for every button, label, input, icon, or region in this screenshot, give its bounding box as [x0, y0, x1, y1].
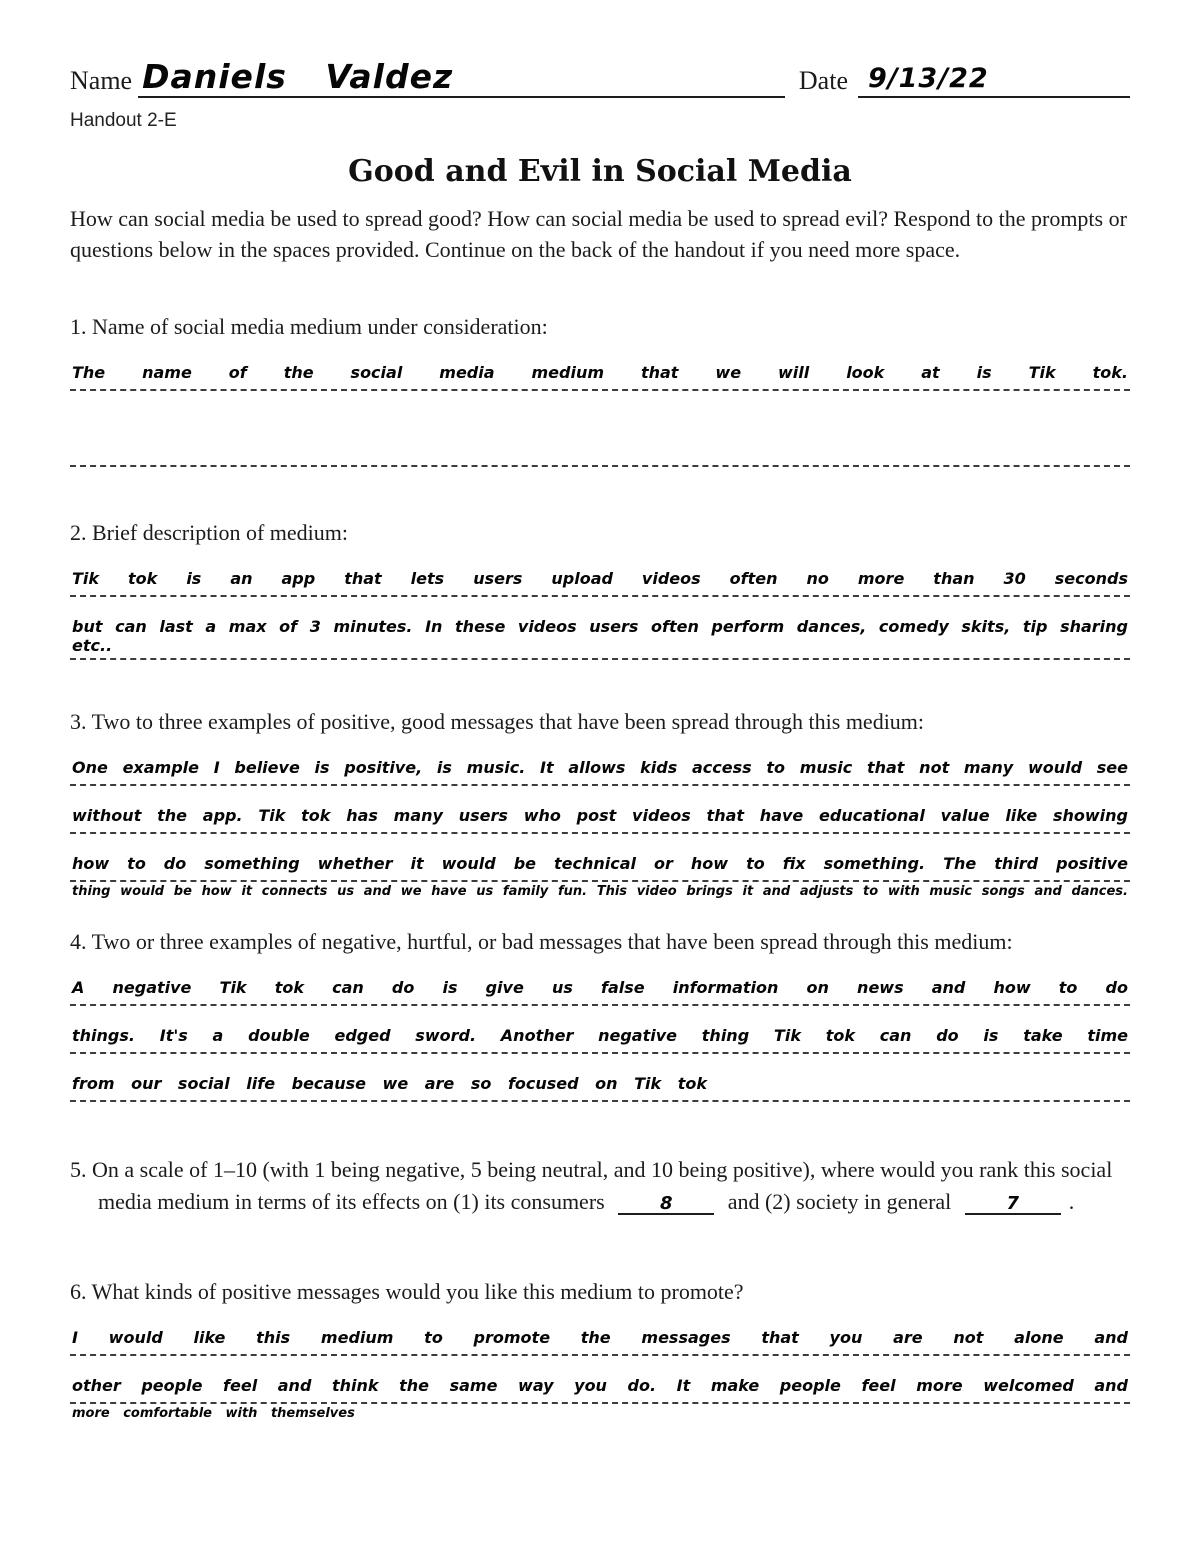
society-rating-blank [965, 1191, 1061, 1215]
answer-line [70, 970, 1130, 1006]
question-2-prompt: 2. Brief description of medium: [70, 520, 348, 546]
handwritten-answer: The name of the social media medium that we will look at is Tik tok. [72, 363, 1128, 383]
date-label: Date [798, 66, 848, 95]
name-handwriting: Daniels Valdez [142, 57, 454, 96]
question-5 [70, 1154, 1130, 1218]
handwritten-answer: more comfortable with themselves [72, 1406, 355, 1422]
question-4-prompt: 4. Two or three examples of negative, hurtful, or bad messages that have been spread through this medium: [70, 929, 1013, 955]
question-6 [70, 1276, 1130, 1423]
intro-paragraph: How can social media be used to spread good? How can social media be used to spread evil? Respond to the prompts or questions below in the spaces provided. Continue on the back of the handout if you need more space. [70, 206, 1127, 263]
handwritten-answer: but can last a max of 3 minutes. In these videos users often perform dances, comedy skits, tip sharing etc.. [72, 617, 1128, 656]
question-3 [70, 706, 1130, 901]
answer-line-squeezed [70, 884, 1130, 901]
answer-line [70, 609, 1130, 659]
handwritten-answer: how to do something whether it would be technical or how to fix something. The third positive [72, 853, 1128, 873]
name-field [138, 56, 785, 98]
date-handwriting: 9/13/22 [868, 63, 989, 94]
answer-line [70, 798, 1130, 834]
handwritten-answer: from our social life because we are so focused on Tik tok [72, 1074, 708, 1094]
consumers-rating-blank [618, 1191, 714, 1215]
question-5-text-part2: and (2) society in general [727, 1189, 952, 1215]
name-date-row [70, 56, 1130, 98]
handwritten-answer: Tik tok is an app that lets users upload videos often no more than 30 seconds [72, 569, 1128, 589]
question-1-prompt: 1. Name of social media medium under consideration: [70, 314, 548, 340]
question-3-prompt: 3. Two to three examples of positive, good messages that have been spread through this medium: [70, 708, 925, 734]
answer-line-squeezed [70, 1406, 1130, 1423]
handwritten-answer: I would like this medium to promote the messages that you are not alone and [72, 1328, 1128, 1348]
question-5-text-end: . [1068, 1189, 1075, 1215]
question-5-prompt [70, 1154, 1130, 1218]
answer-line [70, 1368, 1130, 1404]
question-2 [70, 517, 1130, 659]
handwritten-answer: without the app. Tik tok has many users who post videos that have educational value like showing [72, 805, 1128, 825]
consumers-rating-handwriting: 8 [659, 1193, 673, 1215]
handwritten-answer: other people feel and think the same way you do. It make people feel more welcomed and [72, 1376, 1128, 1396]
handwritten-answer: A negative Tik tok can do is give us false information on news and how to do [72, 978, 1128, 998]
question-5-text-part1: 5. On a scale of 1–10 (with 1 being negative, 5 being neutral, and 10 being positive), where would you rank this social media medium in terms of its effects on (1) its consumers [70, 1157, 1113, 1215]
answer-line-blank [70, 425, 1130, 467]
answer-line [70, 561, 1130, 597]
answer-line [70, 846, 1130, 882]
society-rating-handwriting: 7 [1006, 1193, 1020, 1215]
answer-line [70, 355, 1130, 391]
answer-line [70, 1320, 1130, 1356]
page-title: Good and Evil in Social Media [348, 154, 852, 189]
question-1 [70, 311, 1130, 467]
question-6-prompt: 6. What kinds of positive messages would you like this medium to promote? [70, 1279, 744, 1305]
handout-label: Handout 2-E [70, 110, 177, 131]
name-label: Name [70, 66, 133, 95]
answer-line [70, 1018, 1130, 1054]
handwritten-answer: thing would be how it connects us and we have us family fun. This video brings it and adjusts to with music songs and dances. [72, 883, 1128, 899]
answer-line [70, 1066, 1130, 1102]
question-4 [70, 926, 1130, 1102]
handwritten-answer: things. It's a double edged sword. Another negative thing Tik tok can do is take time [72, 1026, 1128, 1046]
handwritten-answer: One example I believe is positive, is music. It allows kids access to music that not many would see [72, 757, 1128, 777]
answer-line [70, 750, 1130, 786]
date-field [858, 56, 1130, 98]
